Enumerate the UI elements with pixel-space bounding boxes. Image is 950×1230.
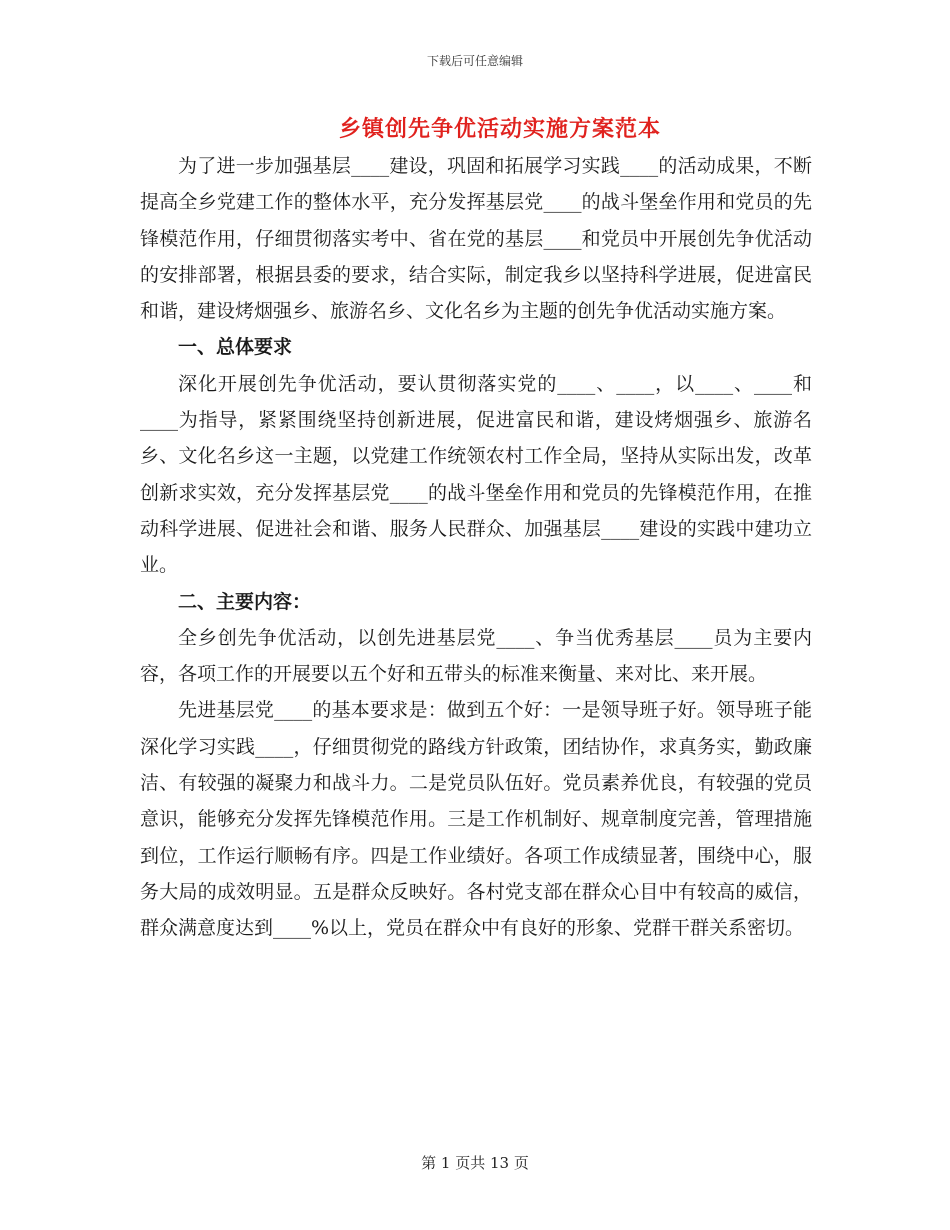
paragraph-general-requirements: 深化开展创先争优活动，要认贯彻落实党的____、____，以____、____和____为指导，紧紧围绕坚持创新进展，促进富民和谐，建设烤烟强乡、旅游名乡、文化名乡这一主题，以党建工作统领农村工作全局，坚持从实际出发，改革创新求实效，充分发挥基层党____的战斗堡垒作用和党员的先锋模范作用，在推动科学进展、促进社会和谐、服务人民群众、加强基层____建设的实践中建功立业。 (140, 372, 812, 577)
section-heading-general-requirements: 一、总体要求 (178, 336, 293, 359)
paragraph-main-content: 全乡创先争优活动，以创先进基层党____、争当优秀基层____员为主要内容，各项工作的开展要以五个好和五带头的标准来衡量、来对比、来开展。 (140, 626, 812, 686)
section-heading-main-content: 二、主要内容： (178, 590, 312, 613)
page-footer: 第 1 页共 13 页 (421, 1154, 529, 1172)
header-note: 下载后可任意编辑 (426, 54, 523, 68)
paragraph-basic-requirements: 先进基层党____的基本要求是：做到五个好：一是领导班子好。领导班子能深化学习实践____，仔细贯彻党的路线方针政策，团结协作，求真务实，勤政廉洁、有较强的凝聚力和战斗力。二是党员队伍好。党员素养优良，有较强的党员意识，能够充分发挥先锋模范作用。三是工作机制好、规章制度完善，管理措施到位，工作运行顺畅有序。四是工作业绩好。各项工作成绩显著，围绕中心，服务大局的成效明显。五是群众反映好。各村党支部在群众心目中有较高的威信，群众满意度达到____%以上，党员在群众中有良好的形象、党群干群关系密切。 (140, 699, 812, 940)
document-body (140, 148, 812, 947)
document-title: 乡镇创先争优活动实施方案范本 (338, 116, 661, 142)
paragraph-intro: 为了进一步加强基层____建设，巩固和拓展学习实践____的活动成果，不断提高全乡党建工作的整体水平，充分发挥基层党____的战斗堡垒作用和党员的先锋模范作用，仔细贯彻落实考中、省在党的基层____和党员中开展创先争优活动的安排部署，根据县委的要求，结合实际，制定我乡以坚持科学进展，促进富民和谐，建设烤烟强乡、旅游名乡、文化名乡为主题的创先争优活动实施方案。 (140, 155, 812, 323)
